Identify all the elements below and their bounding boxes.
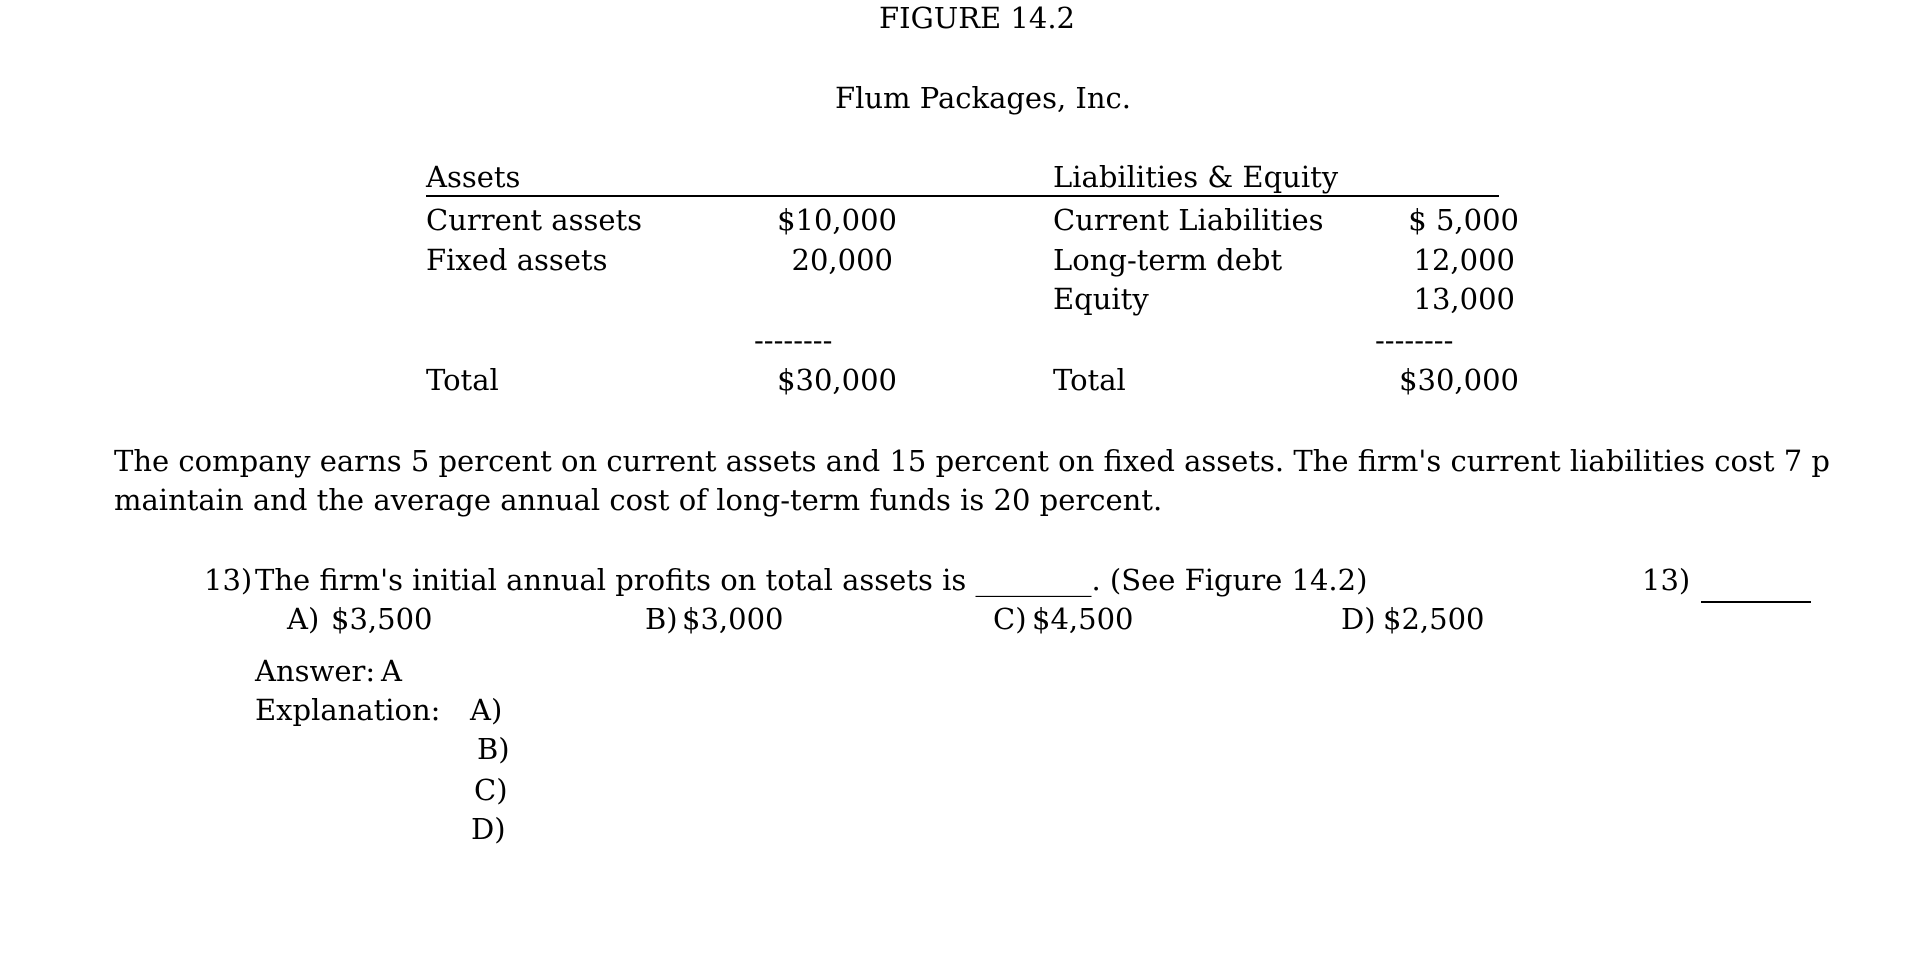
question-number: 13) bbox=[204, 563, 253, 597]
liabilities-header: Liabilities & Equity bbox=[1053, 160, 1339, 194]
option-letter: A) bbox=[287, 602, 320, 636]
assets-header: Assets bbox=[426, 160, 521, 194]
paragraph-line: The company earns 5 percent on current assets and 15 percent on fixed assets. The firm's current liabilities cost 7 p bbox=[114, 444, 1830, 478]
liabilities-total-value: $30,000 bbox=[1399, 363, 1519, 397]
explanation-letter: C) bbox=[474, 773, 508, 807]
assets-total-label: Total bbox=[426, 363, 499, 397]
assets-row-value: $10,000 bbox=[777, 203, 897, 237]
liabilities-row-label: Current Liabilities bbox=[1053, 203, 1324, 237]
company-name: Flum Packages, Inc. bbox=[834, 81, 1132, 115]
liabilities-row-value: 12,000 bbox=[1413, 243, 1515, 277]
liabilities-row-label: Equity bbox=[1053, 282, 1149, 316]
option-value: $4,500 bbox=[1032, 602, 1134, 636]
answer-blank-line bbox=[1701, 601, 1811, 603]
liabilities-row-label: Long-term debt bbox=[1053, 243, 1283, 277]
answer-label: Answer: bbox=[255, 654, 376, 688]
liabilities-row-value: $ 5,000 bbox=[1408, 203, 1519, 237]
explanation-label: Explanation: bbox=[255, 693, 441, 727]
answer-value: A bbox=[381, 654, 402, 688]
option-letter: D) bbox=[1341, 602, 1376, 636]
question-text: The firm's initial annual profits on total assets is ________. (See Figure 14.2) bbox=[255, 563, 1368, 597]
liabilities-row-value: 13,000 bbox=[1413, 282, 1515, 316]
explanation-letter: A) bbox=[470, 693, 503, 727]
assets-row-value: 20,000 bbox=[791, 243, 893, 277]
option-value: $3,000 bbox=[682, 602, 784, 636]
option-value: $2,500 bbox=[1383, 602, 1485, 636]
liabilities-total-label: Total bbox=[1053, 363, 1126, 397]
assets-separator: -------- bbox=[754, 323, 833, 357]
header-underline bbox=[426, 195, 1499, 197]
explanation-letter: D) bbox=[471, 812, 506, 846]
assets-row-label: Current assets bbox=[426, 203, 643, 237]
paragraph-line: maintain and the average annual cost of long-term funds is 20 percent. bbox=[114, 483, 1163, 517]
assets-total-value: $30,000 bbox=[777, 363, 897, 397]
option-value: $3,500 bbox=[331, 602, 433, 636]
figure-title: FIGURE 14.2 bbox=[879, 1, 1075, 35]
assets-row-label: Fixed assets bbox=[426, 243, 608, 277]
option-letter: B) bbox=[645, 602, 678, 636]
liabilities-separator: -------- bbox=[1375, 323, 1454, 357]
explanation-letter: B) bbox=[477, 732, 510, 766]
option-letter: C) bbox=[993, 602, 1027, 636]
margin-question-number: 13) bbox=[1642, 563, 1691, 597]
